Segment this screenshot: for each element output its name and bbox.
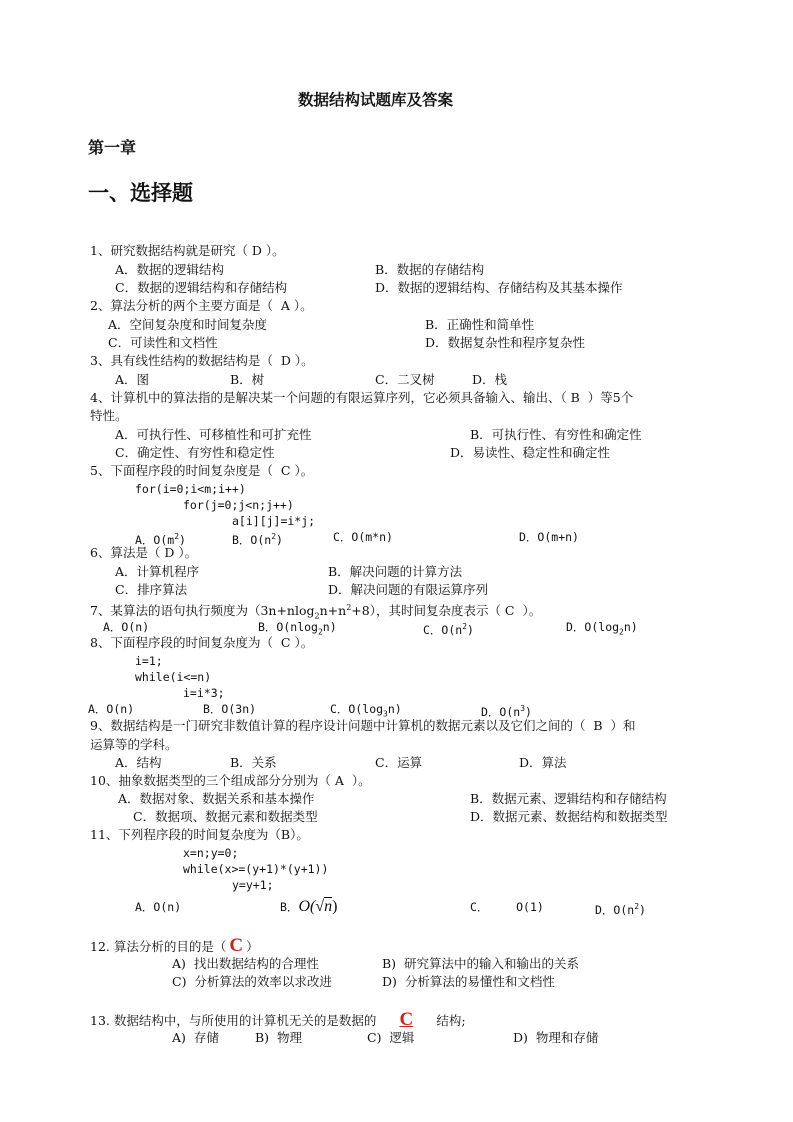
q11-code-line: x=n;y=0; (183, 846, 239, 860)
q9-stem: 9、数据结构是一门研究非数值计算的程序设计问题中计算机的数据元素以及它们之间的（ B ）和 (90, 718, 636, 733)
q7-option-b: B．O(nlog$_2$n) (258, 620, 337, 637)
q1-option-c: C．数据的逻辑结构和存储结构 (115, 280, 288, 295)
q10-option-b: B．数据元素、逻辑结构和存储结构 (470, 791, 667, 806)
q8-option-b: B．O(3n) (203, 702, 257, 716)
q2-option-d: D．数据复杂性和程序复杂性 (425, 335, 586, 350)
q8-code-line: i=1; (135, 654, 163, 668)
q11-stem: 11、下列程序段的时间复杂度为（B）。 (90, 827, 309, 842)
q4-option-a: A．可执行性、可移植性和可扩充性 (115, 427, 312, 442)
q10-option-c: C．数据项、数据元素和数据类型 (133, 809, 318, 824)
q5-stem: 5、下面程序段的时间复杂度是（ C ）。 (90, 463, 314, 478)
q6-option-d: D．解决问题的有限运算序列 (328, 582, 489, 597)
q3-option-b: B．树 (230, 372, 265, 387)
q1-option-b: B．数据的存储结构 (375, 262, 485, 277)
q13-option-d: D) 物理和存储 (513, 1030, 599, 1045)
q8-option-a: A．O(n) (88, 702, 135, 716)
q13-answer: C (399, 1009, 414, 1030)
q9-option-a: A．结构 (115, 755, 162, 770)
q12-option-a: A) 找出数据结构的合理性 (172, 956, 319, 971)
q5-option-a: A．$O(m^2)$ (135, 532, 186, 547)
q4-stem: 4、计算机中的算法指的是解决某一个问题的有限运算序列，它必须具备输入、输出、（ B ）等5个 (90, 390, 634, 405)
q1-option-d: D．数据的逻辑结构、存储结构及其基本操作 (375, 280, 623, 295)
q5-code-line: a[i][j]=i*j; (232, 514, 316, 528)
q8-code-line: while(i<=n) (135, 670, 212, 684)
q12-option-c: C) 分析算法的效率以求改进 (172, 974, 332, 989)
section-heading: 一、选择题 (88, 180, 193, 205)
q11-option-b: B．O(√n) (280, 898, 338, 915)
q13-option-a: A) 存储 (172, 1030, 219, 1045)
q9-option-b: B．关系 (230, 755, 277, 770)
q7-option-a: A．O(n) (103, 620, 150, 634)
q2-stem: 2、算法分析的两个主要方面是（ A ）。 (90, 298, 313, 313)
q6-stem: 6、算法是（ D ）。 (90, 545, 198, 560)
q10-option-a: A．数据对象、数据关系和基本操作 (118, 791, 315, 806)
q5-option-d: D．O(m+n) (519, 530, 579, 544)
q2-option-c: C．可读性和文档性 (108, 335, 218, 350)
q8-code-line: i=i*3; (183, 686, 225, 700)
q9-option-d: D．算法 (519, 755, 567, 770)
q6-option-b: B．解决问题的计算方法 (328, 564, 463, 579)
q6-option-c: C．排序算法 (115, 582, 188, 597)
q11-option-a: A．O(n) (135, 900, 182, 914)
q5-option-c: C．O(m*n) (333, 530, 393, 544)
q3-option-d: D．栈 (472, 372, 508, 387)
q9-option-c: C．运算 (375, 755, 423, 770)
q13-option-b: B) 物理 (255, 1030, 303, 1045)
q8-option-c: C．$O(\log_3n)$ (330, 702, 402, 719)
q12-answer: C (229, 935, 244, 956)
q8-stem: 8、下面程序段的时间复杂度为（ C ）。 (90, 635, 314, 650)
q3-option-c: C．二叉树 (375, 372, 435, 387)
q1-stem: 1、研究数据结构就是研究（ D ）。 (90, 243, 285, 258)
q11-code-line: y=y+1; (232, 878, 274, 892)
q8-option-d: D．$O(n^3)$ (481, 704, 532, 719)
q7-stem: 7、某算法的语句执行频度为$(3n+nlog_2n+n^2+8)$，其时间复杂度表示（ C ）。 (90, 603, 542, 621)
q1-option-a: A．数据的逻辑结构 (115, 262, 225, 277)
q4-stem-cont: 特性。 (90, 408, 128, 423)
q4-option-c: C．确定性、有穷性和稳定性 (115, 445, 275, 460)
q11-code-line: while(x>=(y+1)*(y+1)) (183, 862, 329, 876)
q5-option-b: B．$O(n^2)$ (232, 532, 283, 547)
q12-stem: 12. 算法分析的目的是（ C ） (90, 935, 259, 956)
q13-option-c: C) 逻辑 (367, 1030, 415, 1045)
q5-code-line: for(i=0;i<m;i++) (135, 482, 246, 496)
q7-option-c: C．$O(n^2)$ (423, 622, 474, 637)
q5-code-line: for(j=0;j<n;j++) (183, 498, 294, 512)
q12-option-d: D) 分析算法的易懂性和文档性 (382, 974, 555, 989)
q3-option-a: A．图 (115, 372, 150, 387)
q11-option-c: C． O(1) (470, 900, 544, 914)
q3-stem: 3、具有线性结构的数据结构是（ D ）。 (90, 353, 314, 368)
document-title: 数据结构试题库及答案 (298, 90, 454, 109)
q10-stem: 10、抽象数据类型的三个组成部分分别为（ A ）。 (90, 773, 371, 788)
q7-option-d: D．$O(\log_2n)$ (566, 620, 638, 637)
q9-stem-cont: 运算等的学科。 (90, 737, 178, 752)
q2-option-b: B．正确性和简单性 (425, 317, 535, 332)
q11-option-d: D．$O(n^2)$ (595, 902, 646, 917)
q10-option-d: D．数据元素、数据结构和数据类型 (470, 809, 668, 824)
q2-option-a: A．空间复杂度和时间复杂度 (108, 317, 268, 332)
q12-option-b: B) 研究算法中的输入和输出的关系 (382, 956, 580, 971)
chapter-heading: 第一章 (88, 138, 137, 157)
q13-stem: 13. 数据结构中，与所使用的计算机无关的是数据的 C 结构; (90, 1009, 466, 1030)
q6-option-a: A．计算机程序 (115, 564, 200, 579)
q4-option-b: B．可执行性、有穷性和确定性 (470, 427, 642, 442)
q4-option-d: D．易读性、稳定性和确定性 (450, 445, 611, 460)
